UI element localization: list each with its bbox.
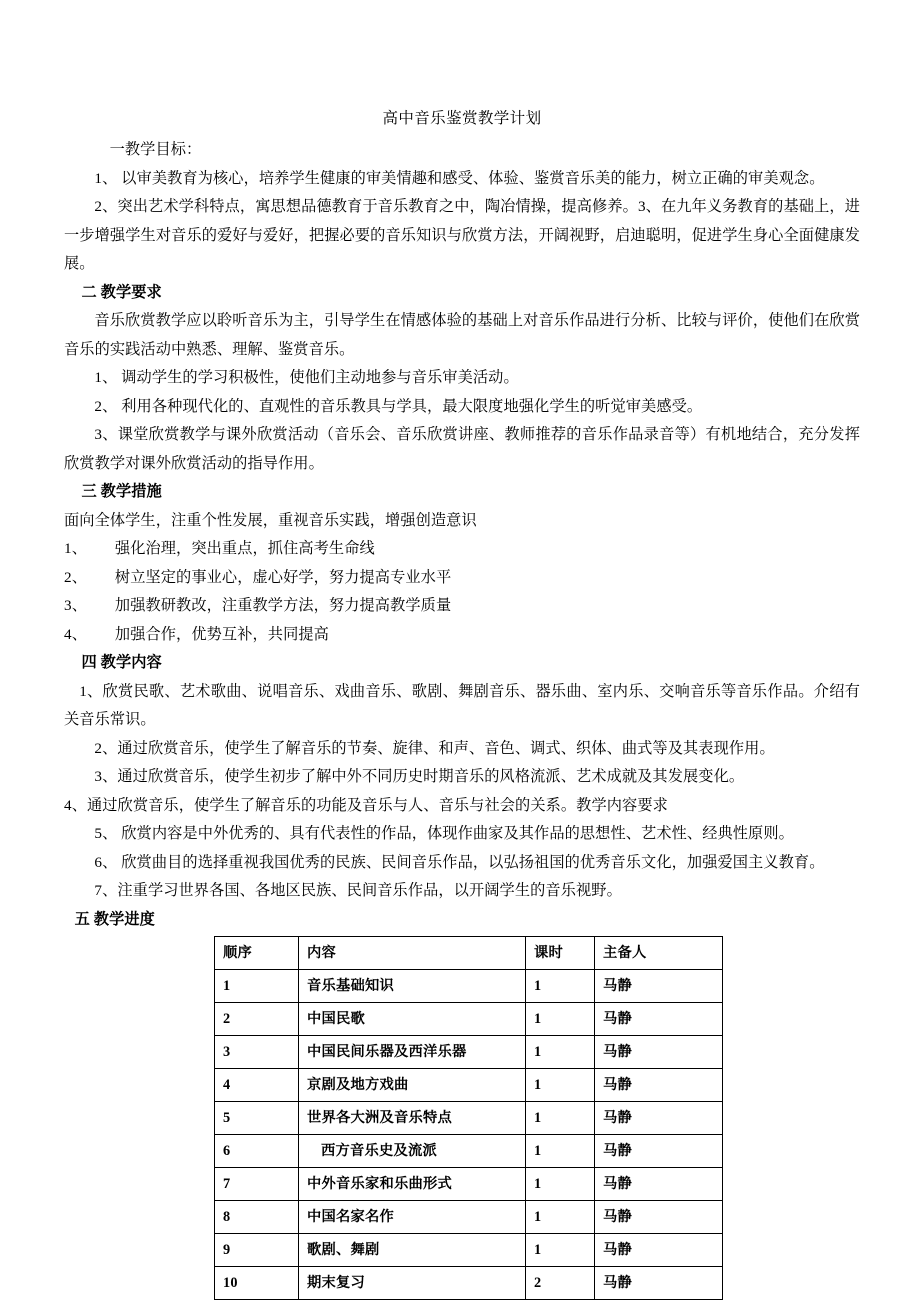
cell-person: 马静 [595, 970, 723, 1003]
cell-person: 马静 [595, 1003, 723, 1036]
cell-order: 3 [215, 1036, 299, 1069]
cell-hours: 1 [526, 970, 595, 1003]
cell-person: 马静 [595, 1036, 723, 1069]
section-three-item-2 [64, 564, 860, 593]
table-row [215, 1003, 723, 1036]
page-title: 高中音乐鉴赏教学计划 [382, 110, 542, 127]
section-four-item-3: 3、通过欣赏音乐，使学生初步了解中外不同历史时期音乐的风格流派、艺术成就及其发展变化。 [94, 768, 745, 785]
teaching-schedule-table-wrapper [64, 936, 860, 1300]
cell-hours: 1 [526, 1036, 595, 1069]
cell-hours: 1 [526, 1201, 595, 1234]
cell-content: 中外音乐家和乐曲形式 [299, 1168, 526, 1201]
table-row [215, 1201, 723, 1234]
cell-order: 6 [215, 1135, 299, 1168]
cell-hours: 1 [526, 1003, 595, 1036]
section-four-item-7: 7、注重学习世界各国、各地区民族、民间音乐作品，以开阔学生的音乐视野。 [94, 882, 622, 899]
section-two-item-2: 2、 利用各种现代化的、直观性的音乐教具与学具，最大限度地强化学生的听觉审美感受。 [94, 397, 703, 415]
cell-person: 马静 [595, 1168, 723, 1201]
cell-order: 7 [215, 1168, 299, 1201]
table-row [215, 970, 723, 1003]
section-four-item-5: 5、 欣赏内容是中外优秀的、具有代表性的作品，体现作曲家及其作品的思想性、艺术性、经典性原则。 [94, 825, 794, 842]
table-row [215, 1168, 723, 1201]
table-body [215, 937, 723, 1300]
list-text: 树立坚定的事业心，虚心好学，努力提高专业水平 [114, 568, 452, 586]
list-text: 强化治理，突出重点，抓住高考生命线 [114, 540, 375, 557]
cell-person: 马静 [595, 1102, 723, 1135]
cell-hours: 1 [526, 1168, 595, 1201]
cell-order: 10 [215, 1267, 299, 1300]
cell-content: 京剧及地方戏曲 [299, 1069, 526, 1102]
document-body [64, 104, 860, 1300]
cell-hours: 2 [526, 1267, 595, 1300]
section-two-item-1: 1、 调动学生的学习积极性，使他们主动地参与音乐审美活动。 [94, 369, 519, 386]
cell-content: 世界各大洲及音乐特点 [299, 1102, 526, 1135]
list-number: 1、 [64, 540, 87, 557]
list-text: 加强合作，优势互补，共同提高 [114, 625, 329, 643]
section-two-heading: 二 教学要求 [81, 283, 162, 301]
cell-hours: 1 [526, 1069, 595, 1102]
cell-content: 中国民间乐器及西洋乐器 [299, 1036, 526, 1069]
section-four-item-2: 2、通过欣赏音乐，使学生了解音乐的节奏、旋律、和声、音色、调式、织体、曲式等及其表现作用。 [94, 739, 775, 757]
cell-content: 歌剧、舞剧 [299, 1234, 526, 1267]
section-three-item-4 [64, 621, 860, 650]
table-row [215, 1069, 723, 1102]
table-row [215, 1267, 723, 1300]
cell-order: 9 [215, 1234, 299, 1267]
teaching-schedule-table [214, 936, 723, 1300]
section-one-item-1: 1、 以审美教育为核心，培养学生健康的审美情趣和感受、体验、鉴赏音乐美的能力，树立正确的审美观念。 [94, 169, 825, 187]
list-text: 加强教研教改，注重教学方法，努力提高教学质量 [114, 597, 452, 614]
cell-order: 4 [215, 1069, 299, 1102]
section-four-item-4: 4、通过欣赏音乐，使学生了解音乐的功能及音乐与人、音乐与社会的关系。教学内容要求 [64, 796, 668, 814]
table-row [215, 1234, 723, 1267]
table-row [215, 1036, 723, 1069]
cell-hours: 1 [526, 1234, 595, 1267]
column-header-order: 顺序 [215, 937, 299, 970]
cell-content: 期末复习 [299, 1267, 526, 1300]
column-header-hours: 课时 [526, 937, 595, 970]
cell-content: 西方音乐史及流派 [299, 1135, 526, 1168]
table-header-row [215, 937, 723, 970]
section-four-heading: 四 教学内容 [81, 654, 162, 671]
list-number: 3、 [64, 597, 87, 614]
cell-order: 8 [215, 1201, 299, 1234]
cell-order: 2 [215, 1003, 299, 1036]
list-number: 4、 [64, 625, 87, 643]
cell-order: 5 [215, 1102, 299, 1135]
cell-person: 马静 [595, 1135, 723, 1168]
list-number: 2、 [64, 568, 87, 586]
section-three-heading: 三 教学措施 [81, 483, 162, 500]
cell-content: 中国民歌 [299, 1003, 526, 1036]
cell-content: 音乐基础知识 [299, 970, 526, 1003]
section-two-intro: 音乐欣赏教学应以聆听音乐为主，引导学生在情感体验的基础上对音乐作品进行分析、比较与评价，使他们在欣赏音乐的实践活动中熟悉、理解、鉴赏音乐。 [64, 312, 860, 358]
section-five-heading: 五 教学进度 [74, 910, 155, 928]
section-three-item-1 [64, 535, 860, 564]
table-row [215, 1135, 723, 1168]
section-two-item-3: 3、课堂欣赏教学与课外欣赏活动（音乐会、音乐欣赏讲座、教师推荐的音乐作品录音等）有机地结合，充分发挥欣赏教学对课外欣赏活动的指导作用。 [64, 426, 860, 472]
cell-person: 马静 [595, 1069, 723, 1102]
cell-person: 马静 [595, 1201, 723, 1234]
section-three-intro: 面向全体学生，注重个性发展，重视音乐实践，增强创造意识 [64, 511, 477, 529]
column-header-content: 内容 [299, 937, 526, 970]
column-header-person: 主备人 [595, 937, 723, 970]
cell-person: 马静 [595, 1234, 723, 1267]
section-three-item-3 [64, 592, 860, 621]
cell-content: 中国名家名作 [299, 1201, 526, 1234]
section-four-item-6: 6、 欣赏曲目的选择重视我国优秀的民族、民间音乐作品，以弘扬祖国的优秀音乐文化，加强爱国主义教育。 [94, 853, 825, 871]
section-one-heading: 一教学目标： [109, 141, 202, 158]
section-four-item-1: 1、欣赏民歌、艺术歌曲、说唱音乐、戏曲音乐、歌剧、舞剧音乐、器乐曲、室内乐、交响音乐等音乐作品。介绍有关音乐常识。 [64, 682, 860, 728]
cell-person: 马静 [595, 1267, 723, 1300]
cell-order: 1 [215, 970, 299, 1003]
table-row [215, 1102, 723, 1135]
cell-hours: 1 [526, 1135, 595, 1168]
section-one-item-2: 2、突出艺术学科特点，寓思想品德教育于音乐教育之中，陶冶情操，提高修养。3、在九年义务教育的基础上，进一步增强学生对音乐的爱好与爱好，把握必要的音乐知识与欣赏方法，开阔视野，启迪聪明，促进学生身心全面健康发展。 [64, 198, 860, 272]
cell-hours: 1 [526, 1102, 595, 1135]
